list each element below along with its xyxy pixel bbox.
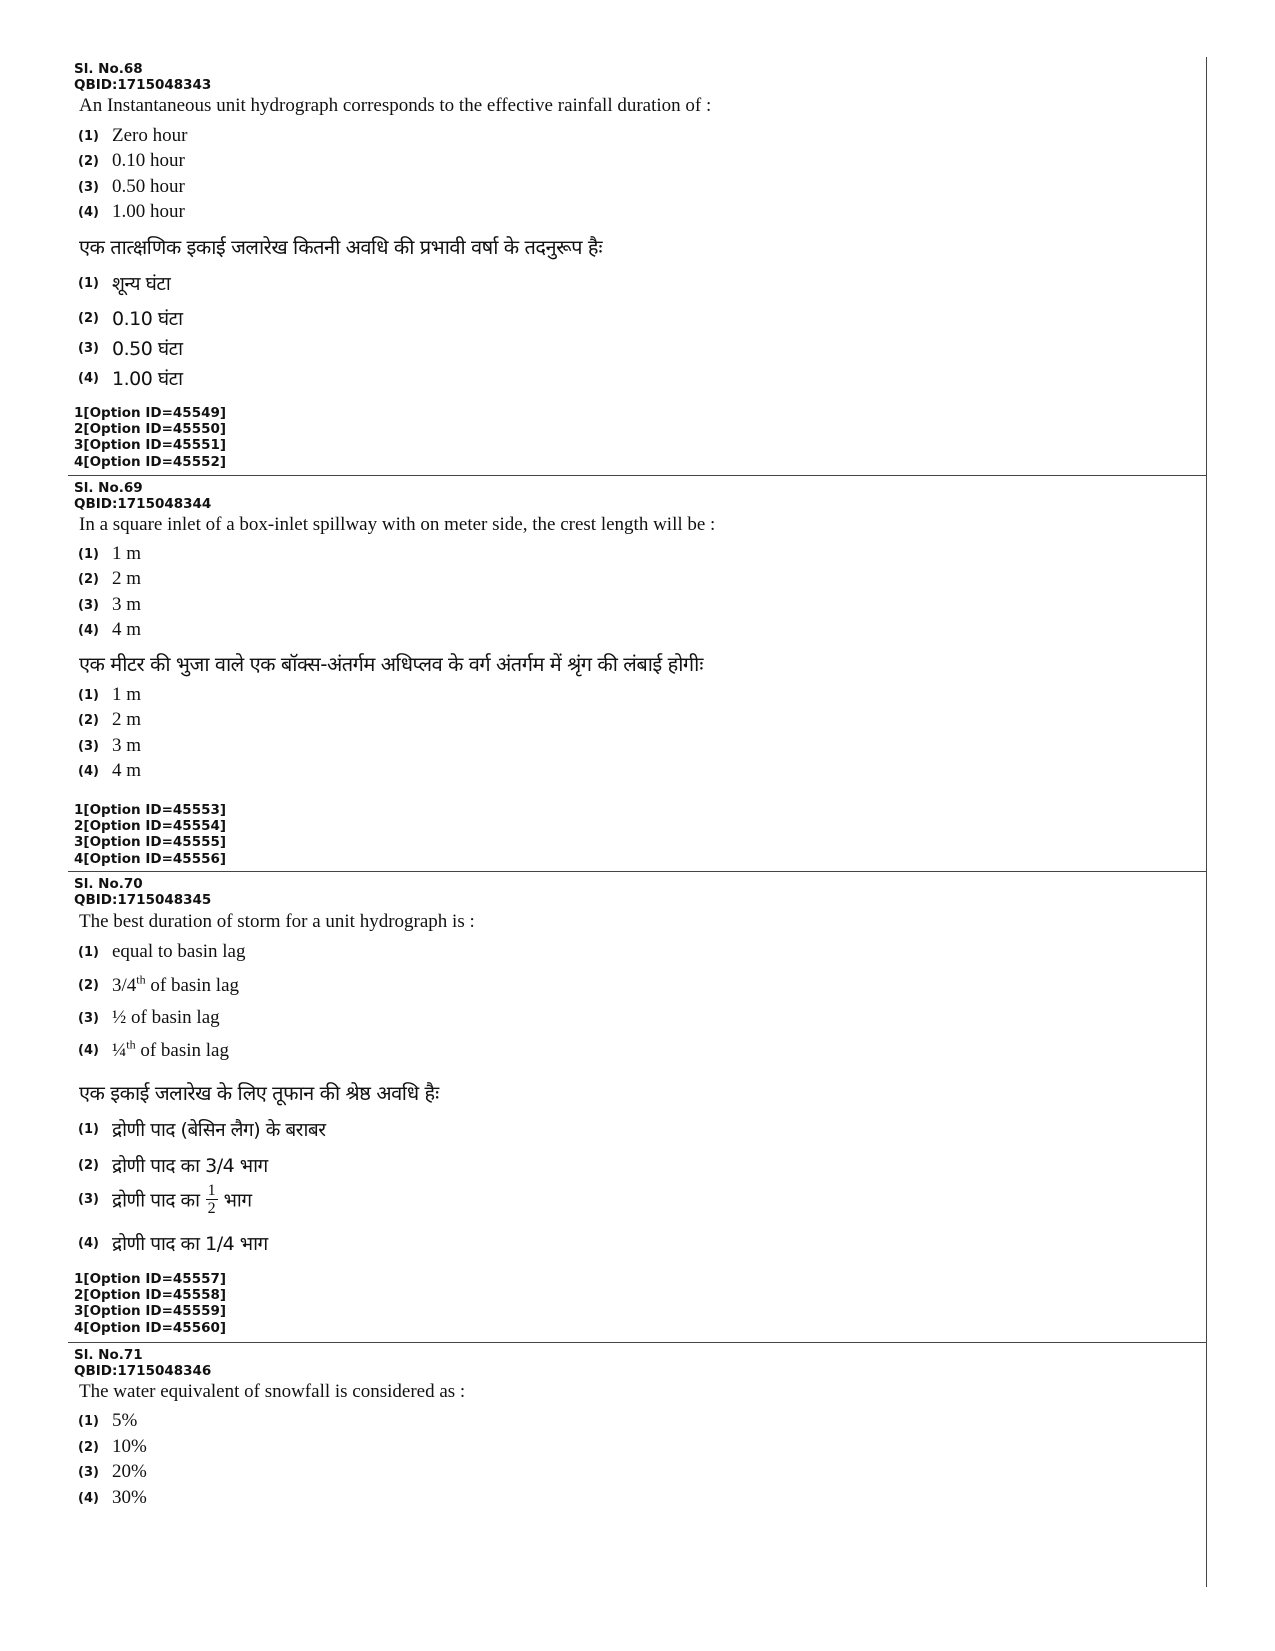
option-en: (2) 3/4th of basin lag — [78, 973, 240, 997]
option-en: (3) 0.50 hour — [78, 176, 185, 197]
option-hi: (3) 0.50 घंटा — [78, 338, 183, 360]
qbid: QBID:1715048346 — [74, 1363, 212, 1379]
option-en: (2) 2 m — [78, 568, 142, 589]
serial-number: Sl. No.71 — [74, 1347, 143, 1363]
question-divider — [68, 475, 1206, 476]
serial-number: Sl. No.68 — [74, 61, 143, 77]
option-en: (4) ¼$^{th}$ of basin lag — [78, 1038, 229, 1062]
option-hi: (3) 3 m — [78, 735, 142, 756]
option-id-list: 1[Option ID=45549] 2[Option ID=45550] 3[Option ID=45551] 4[Option ID=45552] — [74, 405, 227, 470]
question-text-hi: एक इकाई जलारेख के लिए तूफान की श्रेष्ठ अवधि हैः — [79, 1081, 439, 1105]
option-hi: (1) द्रोणी पाद (बेसिन लैग) के बराबर — [78, 1119, 326, 1141]
option-id-list: 1[Option ID=45557] 2[Option ID=45558] 3[Option ID=45559] 4[Option ID=45560] — [74, 1271, 227, 1336]
option-en: (2) 0.10 hour — [78, 150, 185, 171]
qbid: QBID:1715048344 — [74, 496, 212, 512]
question-text-hi: एक मीटर की भुजा वाले एक बॉक्स-अंतर्गम अधिप्लव के वर्ग अंतर्गम में श्रृंग की लंबाई होगीः — [79, 652, 703, 676]
option-en: (3) 3 m — [78, 594, 142, 615]
option-hi: (4) 1.00 घंटा — [78, 368, 183, 390]
option-en: (1) 5% — [78, 1410, 138, 1431]
option-en: (3) 20% — [78, 1461, 147, 1482]
question-divider — [68, 871, 1206, 872]
question-meta — [74, 1347, 211, 1379]
question-paper-page — [68, 57, 1207, 1587]
option-en: (4) 1.00 hour — [78, 201, 185, 222]
option-hi: (4) द्रोणी पाद का 1/4 भाग — [78, 1233, 268, 1255]
option-en: (1) Zero hour — [78, 125, 188, 146]
serial-number: Sl. No.70 — [74, 876, 143, 892]
option-en: (2) 10% — [78, 1436, 147, 1457]
option-en: (4) 4 m — [78, 619, 142, 640]
option-id-list: 1[Option ID=45553] 2[Option ID=45554] 3[Option ID=45555] 4[Option ID=45556] — [74, 802, 227, 867]
option-hi: (2) 0.10 घंटा — [78, 308, 183, 330]
question-text-hi: एक तात्क्षणिक इकाई जलारेख कितनी अवधि की प्रभावी वर्षा के तदनुरूप हैः — [79, 235, 603, 259]
option-hi: (2) द्रोणी पाद का 3/4 भाग — [78, 1155, 268, 1177]
option-en: (1) equal to basin lag — [78, 941, 246, 962]
option-hi: (2) 2 m — [78, 709, 142, 730]
option-hi: (3) द्रोणी पाद का $\frac{1}{2}$ भाग — [78, 1182, 252, 1217]
option-hi: (1) शून्य घंटा — [78, 273, 171, 295]
serial-number: Sl. No.69 — [74, 480, 143, 496]
question-meta — [74, 480, 211, 512]
question-meta — [74, 876, 211, 908]
question-divider — [68, 1342, 1206, 1343]
qbid: QBID:1715048345 — [74, 892, 212, 908]
option-en: (3) ½ of basin lag — [78, 1007, 220, 1028]
fraction-half: $\frac{1}{2}$ — [207, 1182, 216, 1217]
option-en: (1) 1 m — [78, 543, 142, 564]
question-text-en: An Instantaneous unit hydrograph corresponds to the effective rainfall duration of : — [79, 95, 712, 116]
qbid: QBID:1715048343 — [74, 77, 212, 93]
question-text-en: The water equivalent of snowfall is considered as : — [79, 1381, 466, 1402]
question-text-en: In a square inlet of a box-inlet spillway with on meter side, the crest length will be : — [79, 514, 716, 535]
question-meta — [74, 61, 211, 93]
option-hi: (4) 4 m — [78, 760, 142, 781]
option-en: (4) 30% — [78, 1487, 147, 1508]
option-hi: (1) 1 m — [78, 684, 142, 705]
question-text-en: The best duration of storm for a unit hydrograph is : — [79, 911, 475, 932]
